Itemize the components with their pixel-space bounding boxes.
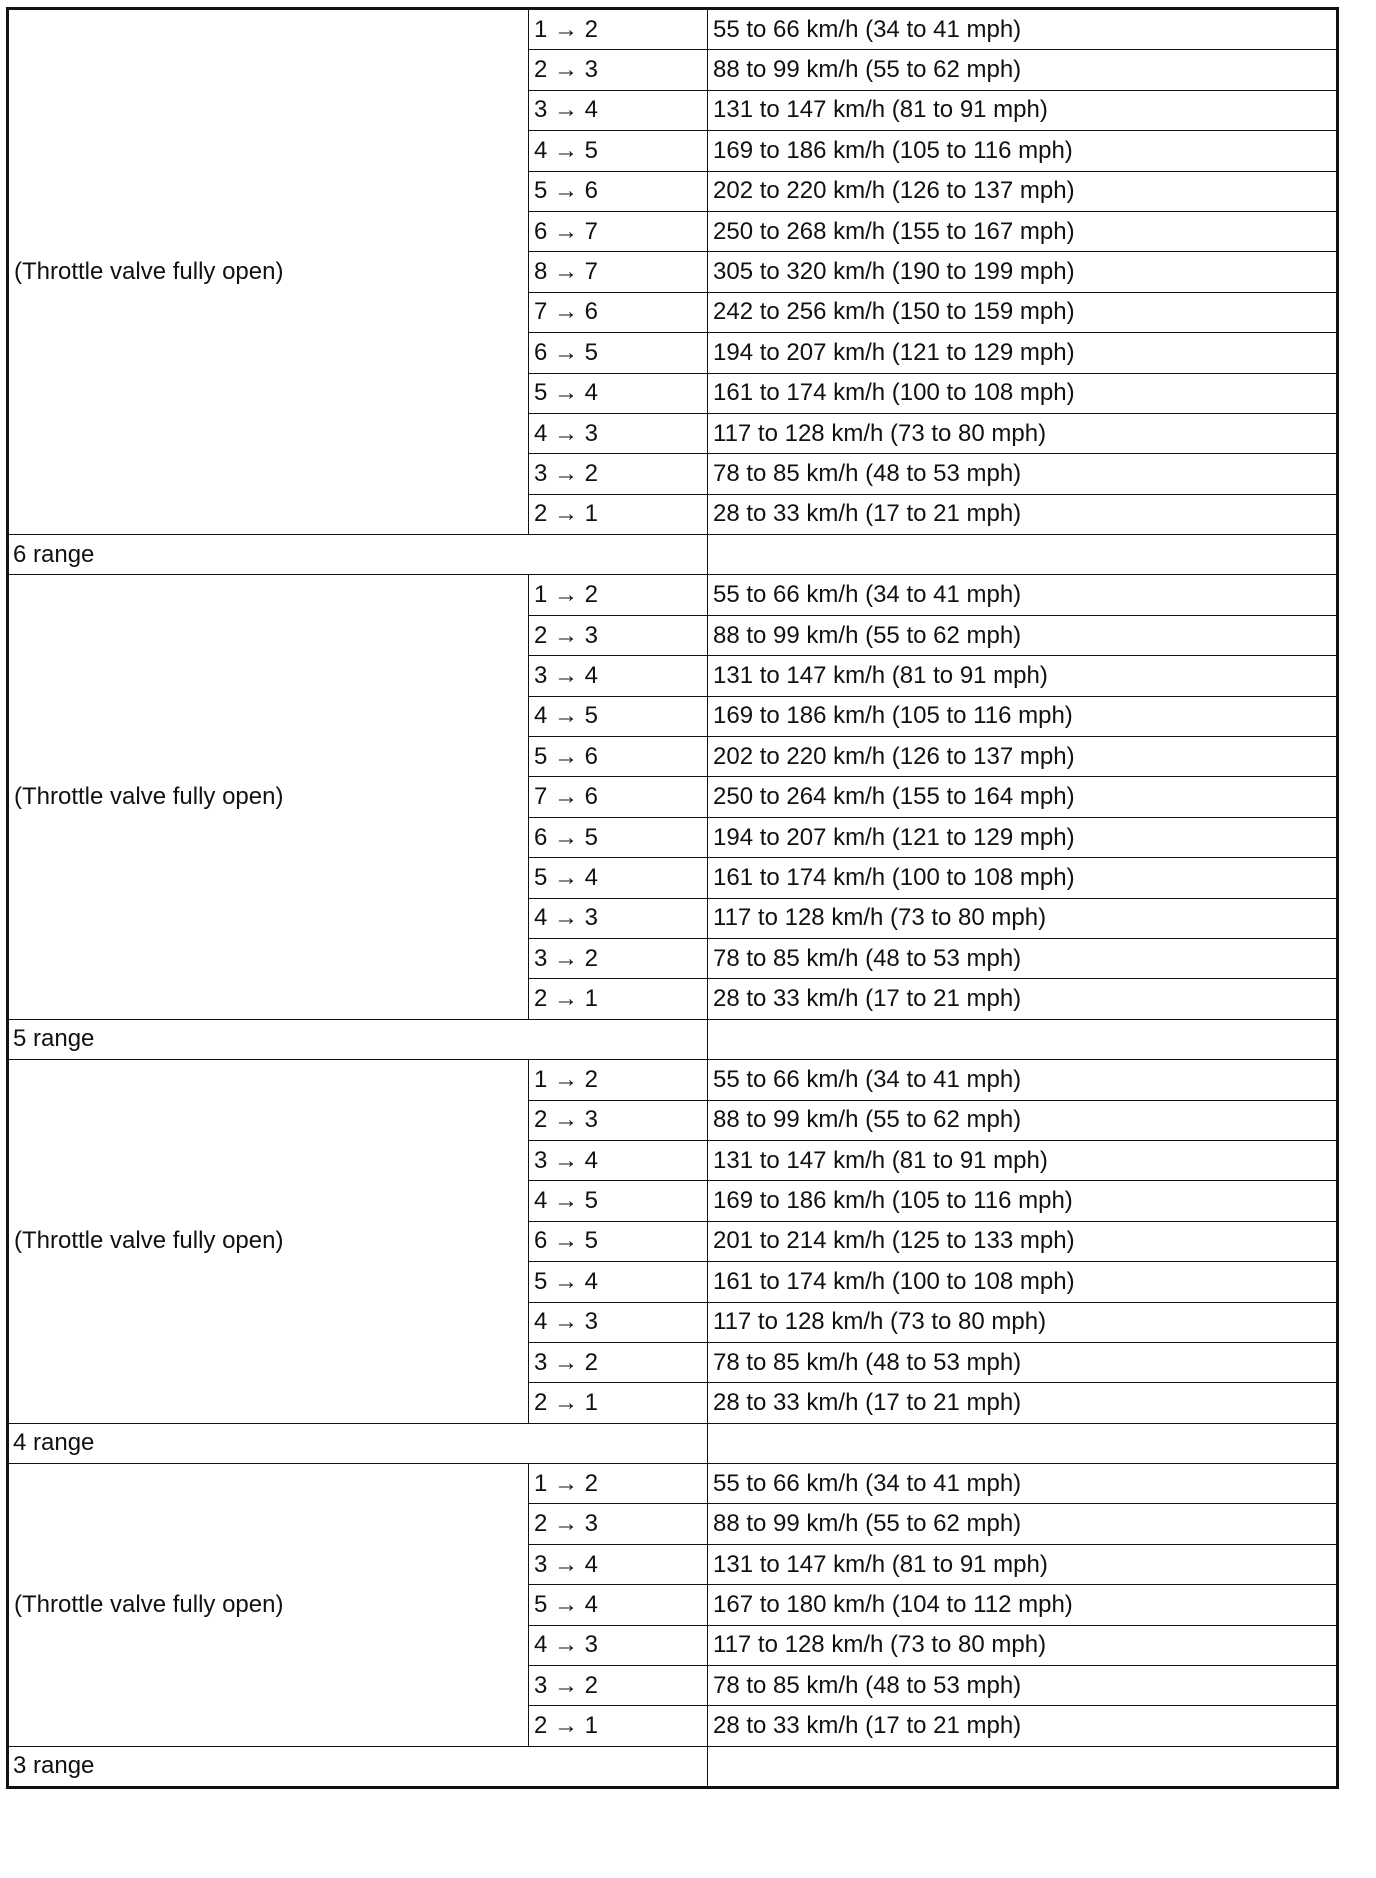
shift-cell: 5 → 4 [529,1585,708,1625]
shift-speed-cell: 242 to 256 km/h (150 to 159 mph) [708,292,1338,332]
shift-speed-cell: 78 to 85 km/h (48 to 53 mph) [708,938,1338,978]
shift-cell: 7 → 6 [529,777,708,817]
shift-speed-cell: 117 to 128 km/h (73 to 80 mph) [708,1625,1338,1665]
shift-cell: 6 → 5 [529,1221,708,1261]
range-label: 6 range [8,535,708,575]
range-header-row [8,1423,1338,1463]
shift-speed-table [6,7,1339,1789]
shift-cell: 4 → 3 [529,1625,708,1665]
shift-speed-cell: 167 to 180 km/h (104 to 112 mph) [708,1585,1338,1625]
shift-speed-cell: 194 to 207 km/h (121 to 129 mph) [708,333,1338,373]
shift-speed-cell: 88 to 99 km/h (55 to 62 mph) [708,1100,1338,1140]
throttle-condition-cell: (Throttle valve fully open) [8,575,529,1019]
shift-speed-cell: 28 to 33 km/h (17 to 21 mph) [708,979,1338,1019]
range-label: 3 range [8,1746,708,1787]
shift-cell: 3 → 4 [529,1544,708,1584]
shift-cell: 5 → 6 [529,171,708,211]
shift-speed-cell: 202 to 220 km/h (126 to 137 mph) [708,171,1338,211]
shift-speed-cell: 131 to 147 km/h (81 to 91 mph) [708,1140,1338,1180]
shift-cell: 3 → 4 [529,90,708,130]
shift-speed-cell: 161 to 174 km/h (100 to 108 mph) [708,858,1338,898]
shift-cell: 4 → 3 [529,898,708,938]
shift-cell: 2 → 3 [529,1100,708,1140]
shift-cell: 4 → 5 [529,696,708,736]
range-header-row [8,1019,1338,1059]
range-header-row [8,1746,1338,1787]
shift-speed-cell: 169 to 186 km/h (105 to 116 mph) [708,696,1338,736]
shift-cell: 2 → 1 [529,494,708,534]
shift-speed-cell: 78 to 85 km/h (48 to 53 mph) [708,1666,1338,1706]
shift-cell: 5 → 4 [529,858,708,898]
shift-speed-cell: 28 to 33 km/h (17 to 21 mph) [708,1383,1338,1423]
shift-speed-cell: 117 to 128 km/h (73 to 80 mph) [708,413,1338,453]
table-row [8,575,1338,615]
shift-cell: 8 → 7 [529,252,708,292]
range-label: 4 range [8,1423,708,1463]
shift-cell: 3 → 2 [529,1342,708,1382]
range-header-row [8,535,1338,575]
range-empty-cell [708,1019,1338,1059]
table-row [8,1464,1338,1504]
range-empty-cell [708,1746,1338,1787]
shift-cell: 1 → 2 [529,575,708,615]
shift-cell: 4 → 3 [529,1302,708,1342]
shift-speed-cell: 169 to 186 km/h (105 to 116 mph) [708,131,1338,171]
shift-speed-cell: 169 to 186 km/h (105 to 116 mph) [708,1181,1338,1221]
shift-cell: 6 → 5 [529,817,708,857]
throttle-condition-cell: (Throttle valve fully open) [8,1464,529,1747]
shift-cell: 1 → 2 [529,1464,708,1504]
shift-cell: 2 → 1 [529,1383,708,1423]
shift-speed-cell: 201 to 214 km/h (125 to 133 mph) [708,1221,1338,1261]
shift-cell: 6 → 5 [529,333,708,373]
shift-speed-cell: 131 to 147 km/h (81 to 91 mph) [708,1544,1338,1584]
shift-cell: 3 → 4 [529,1140,708,1180]
shift-cell: 2 → 3 [529,1504,708,1544]
shift-cell: 2 → 1 [529,1706,708,1746]
range-empty-cell [708,1423,1338,1463]
shift-speed-cell: 78 to 85 km/h (48 to 53 mph) [708,454,1338,494]
shift-speed-cell: 202 to 220 km/h (126 to 137 mph) [708,737,1338,777]
table-row [8,9,1338,50]
shift-speed-cell: 55 to 66 km/h (34 to 41 mph) [708,9,1338,50]
shift-cell: 7 → 6 [529,292,708,332]
shift-speed-cell: 131 to 147 km/h (81 to 91 mph) [708,656,1338,696]
shift-speed-cell: 28 to 33 km/h (17 to 21 mph) [708,1706,1338,1746]
table-row [8,1060,1338,1100]
shift-cell: 4 → 3 [529,413,708,453]
shift-speed-cell: 88 to 99 km/h (55 to 62 mph) [708,1504,1338,1544]
shift-cell: 1 → 2 [529,9,708,50]
shift-speed-cell: 161 to 174 km/h (100 to 108 mph) [708,373,1338,413]
shift-cell: 3 → 4 [529,656,708,696]
shift-cell: 2 → 1 [529,979,708,1019]
shift-speed-cell: 161 to 174 km/h (100 to 108 mph) [708,1262,1338,1302]
shift-cell: 4 → 5 [529,1181,708,1221]
shift-cell: 1 → 2 [529,1060,708,1100]
shift-cell: 3 → 2 [529,1666,708,1706]
shift-speed-cell: 55 to 66 km/h (34 to 41 mph) [708,1060,1338,1100]
shift-speed-cell: 88 to 99 km/h (55 to 62 mph) [708,615,1338,655]
shift-speed-cell: 117 to 128 km/h (73 to 80 mph) [708,1302,1338,1342]
throttle-condition-cell: (Throttle valve fully open) [8,1060,529,1424]
shift-speed-cell: 117 to 128 km/h (73 to 80 mph) [708,898,1338,938]
shift-cell: 5 → 4 [529,373,708,413]
range-label: 5 range [8,1019,708,1059]
shift-speed-cell: 78 to 85 km/h (48 to 53 mph) [708,1342,1338,1382]
shift-speed-cell: 55 to 66 km/h (34 to 41 mph) [708,1464,1338,1504]
shift-cell: 3 → 2 [529,454,708,494]
shift-cell: 5 → 6 [529,737,708,777]
shift-speed-cell: 250 to 264 km/h (155 to 164 mph) [708,777,1338,817]
shift-cell: 2 → 3 [529,50,708,90]
shift-speed-cell: 194 to 207 km/h (121 to 129 mph) [708,817,1338,857]
shift-cell: 2 → 3 [529,615,708,655]
shift-speed-cell: 131 to 147 km/h (81 to 91 mph) [708,90,1338,130]
shift-cell: 6 → 7 [529,211,708,251]
shift-speed-cell: 88 to 99 km/h (55 to 62 mph) [708,50,1338,90]
shift-speed-cell: 55 to 66 km/h (34 to 41 mph) [708,575,1338,615]
shift-cell: 5 → 4 [529,1262,708,1302]
range-empty-cell [708,535,1338,575]
shift-cell: 3 → 2 [529,938,708,978]
shift-speed-cell: 28 to 33 km/h (17 to 21 mph) [708,494,1338,534]
shift-speed-cell: 305 to 320 km/h (190 to 199 mph) [708,252,1338,292]
shift-speed-cell: 250 to 268 km/h (155 to 167 mph) [708,211,1338,251]
throttle-condition-cell: (Throttle valve fully open) [8,9,529,535]
shift-cell: 4 → 5 [529,131,708,171]
shift-speed-table-body [8,9,1338,1788]
